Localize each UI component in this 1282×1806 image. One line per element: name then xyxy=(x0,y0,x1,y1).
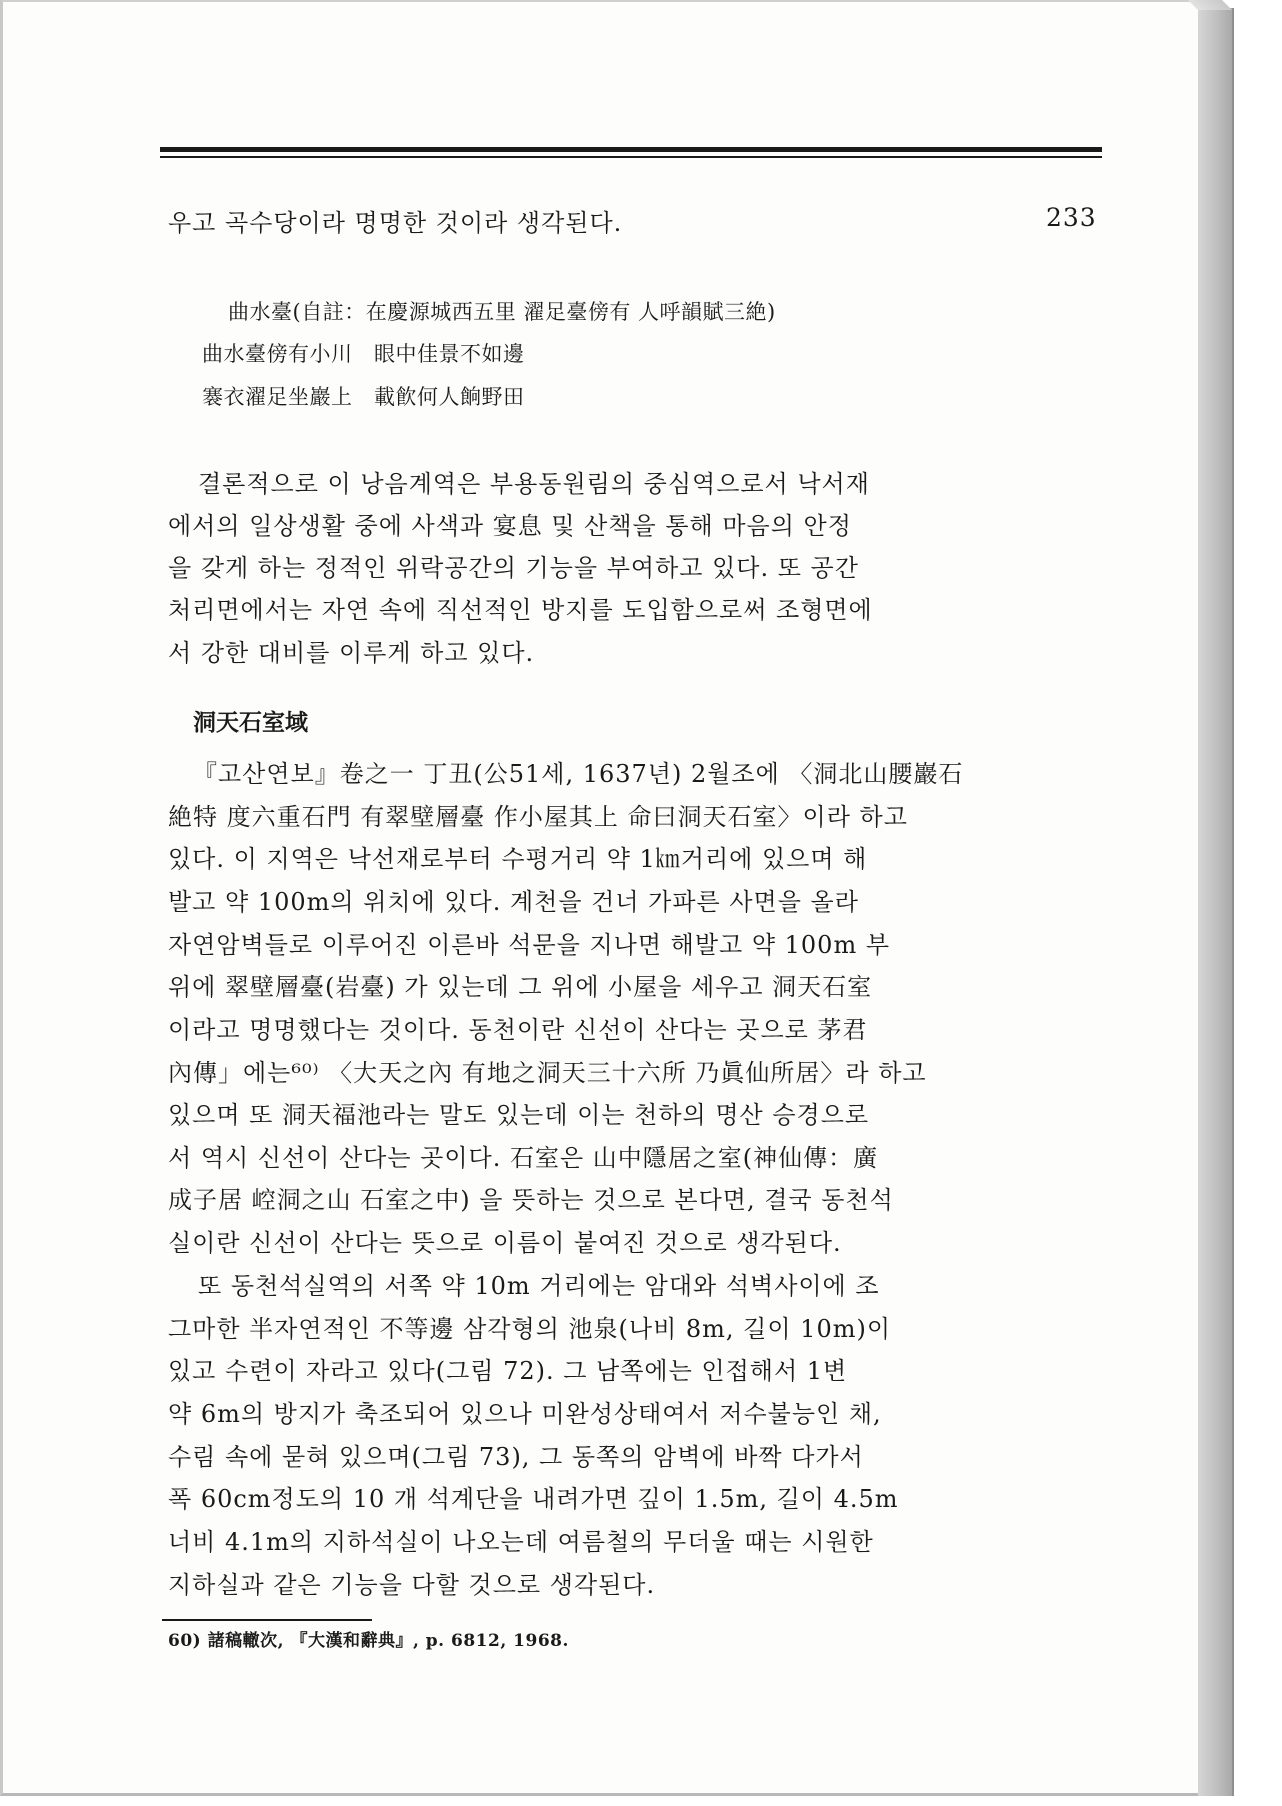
paragraph-line: 있으며 또 洞天福池라는 말도 있는데 이는 천하의 명산 승경으로 xyxy=(168,1101,870,1129)
paragraph-line: 있다. 이 지역은 낙선재로부터 수평거리 약 1㎞거리에 있으며 해 xyxy=(168,845,868,873)
paragraph-line: 있고 수련이 자라고 있다(그림 72). 그 남쪽에는 인접해서 1변 xyxy=(168,1357,848,1385)
paragraph-line: 成子居 崆洞之山 石室之中) 을 뜻하는 것으로 본다면, 결국 동천석 xyxy=(168,1186,894,1214)
poem-line: 曲水臺(自註：在慶源城西五里 濯足臺傍有 人呼韻賦三絶) xyxy=(228,300,776,324)
paragraph-line: 약 6m의 방지가 축조되어 있으나 미완성상태여서 저수불능인 채, xyxy=(168,1400,882,1428)
paragraph-line: 발고 약 100m의 위치에 있다. 계천을 건너 가파른 사면을 올라 xyxy=(168,888,859,916)
paragraph-line: 『고산연보』卷之一 丁丑(公51세, 1637년) 2월조에 〈洞北山腰巖石 xyxy=(193,760,964,788)
paragraph-line: 자연암벽들로 이루어진 이른바 석문을 지나면 해발고 약 100m 부 xyxy=(168,931,891,959)
paragraph-line: 絶特 度六重石門 有翠壁層臺 作小屋其上 命曰洞天石室〉이라 하고 xyxy=(168,803,908,831)
header-rule-thin xyxy=(160,156,1102,158)
opening-line: 우고 곡수당이라 명명한 것이라 생각된다. xyxy=(168,209,623,237)
poem-line: 褰衣濯足坐巖上 載飮何人餉野田 xyxy=(202,385,525,409)
paragraph-line: 서 역시 신선이 산다는 곳이다. 石室은 山中隱居之室(神仙傳：廣 xyxy=(168,1144,879,1172)
paragraph-line: 이라고 명명했다는 것이다. 동천이란 신선이 산다는 곳으로 茅君 xyxy=(168,1016,868,1044)
paragraph-line: 처리면에서는 자연 속에 직선적인 방지를 도입함으로써 조형면에 xyxy=(168,596,873,624)
paragraph-line: 폭 60cm정도의 10 개 석계단을 내려가면 깊이 1.5m, 길이 4.5m xyxy=(168,1485,899,1513)
paragraph-line: 또 동천석실역의 서쪽 약 10m 거리에는 암대와 석벽사이에 조 xyxy=(198,1272,880,1300)
paragraph-line: 內傳」에는⁶⁰⁾ 〈大天之內 有地之洞天三十六所 乃眞仙所居〉라 하고 xyxy=(168,1059,927,1087)
paragraph-line: 수림 속에 묻혀 있으며(그림 73), 그 동쪽의 암벽에 바짝 다가서 xyxy=(168,1443,864,1471)
paragraph-line: 위에 翠壁層臺(岩臺) 가 있는데 그 위에 小屋을 세우고 洞天石室 xyxy=(168,973,873,1001)
paragraph-line: 결론적으로 이 낭음계역은 부용동원림의 중심역으로서 낙서재 xyxy=(198,470,870,498)
paragraph-line: 에서의 일상생활 중에 사색과 宴息 및 산책을 통해 마음의 안정 xyxy=(168,512,852,540)
header-rule-thick xyxy=(160,147,1102,152)
paragraph-line: 그마한 半자연적인 不等邊 삼각형의 池泉(나비 8m, 길이 10m)이 xyxy=(168,1315,892,1343)
footnote: 60) 諸稿轍次, 『大漢和辭典』, p. 6812, 1968. xyxy=(168,1631,569,1651)
paragraph-line: 실이란 신선이 산다는 뜻으로 이름이 붙여진 것으로 생각된다. xyxy=(168,1229,842,1257)
poem-line: 曲水臺傍有小川 眼中佳景不如邊 xyxy=(202,342,525,366)
paragraph-line: 너비 4.1m의 지하석실이 나오는데 여름철의 무더울 때는 시원한 xyxy=(168,1528,874,1556)
page-edge xyxy=(1198,8,1234,1796)
page-number: 233 xyxy=(1046,203,1097,232)
footnote-rule xyxy=(162,1619,372,1621)
paragraph-line: 을 갖게 하는 정적인 위락공간의 기능을 부여하고 있다. 또 공간 xyxy=(168,554,859,582)
section-heading: 洞天石室域 xyxy=(193,709,308,736)
paragraph-line: 서 강한 대비를 이루게 하고 있다. xyxy=(168,639,535,667)
paragraph-line: 지하실과 같은 기능을 다할 것으로 생각된다. xyxy=(168,1571,656,1599)
